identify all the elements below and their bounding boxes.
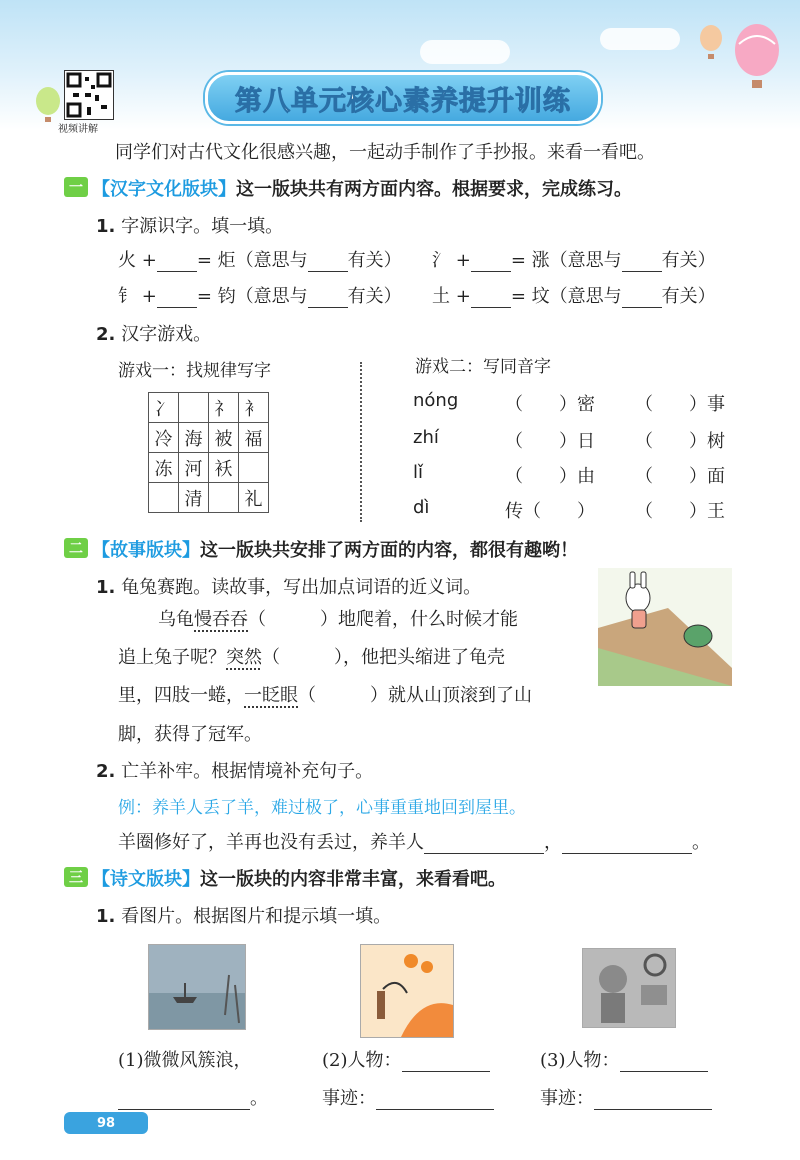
section-label: 【故事版块】 bbox=[92, 540, 200, 561]
radical-row bbox=[432, 246, 716, 272]
equation-text: = 坟（意思与 bbox=[510, 286, 622, 307]
blank-input[interactable] bbox=[471, 289, 511, 308]
blank-input[interactable] bbox=[620, 1053, 708, 1072]
grid-cell: 袄 bbox=[209, 453, 239, 483]
story-line: 脚，获得了冠军。 bbox=[118, 724, 262, 745]
section-desc: 这一版块共有两方面内容。根据要求，完成练习。 bbox=[236, 179, 632, 200]
section-heading bbox=[92, 865, 506, 891]
homophone-blank[interactable]: （ ）由 bbox=[505, 466, 595, 487]
section-heading bbox=[92, 536, 578, 562]
fill-sentence bbox=[118, 828, 710, 854]
dotted-word: 突然 bbox=[226, 647, 262, 668]
section-label: 【汉字文化版块】 bbox=[92, 179, 236, 200]
question-number: 1. bbox=[96, 216, 116, 237]
question-number: 1. bbox=[96, 906, 116, 927]
guardian-statue-picture bbox=[582, 948, 676, 1028]
story-text[interactable]: （ ）地爬着，什么时候才能 bbox=[248, 609, 518, 630]
grid-cell[interactable] bbox=[149, 483, 179, 513]
grid-cell: 清 bbox=[179, 483, 209, 513]
divider bbox=[360, 362, 362, 522]
picture-item-2-deeds bbox=[322, 1084, 494, 1110]
grid-cell: 礻 bbox=[209, 393, 239, 423]
blank-input[interactable] bbox=[424, 835, 544, 854]
equation-text: 有关） bbox=[661, 250, 716, 271]
cloud-decoration bbox=[420, 40, 510, 64]
sentence-punct: ， bbox=[544, 832, 562, 853]
qr-caption: 视频讲解 bbox=[58, 124, 98, 135]
game2-title: 游戏二：写同音字 bbox=[415, 357, 551, 377]
grid-cell: 冷 bbox=[149, 423, 179, 453]
dotted-word: 一眨眼 bbox=[244, 685, 298, 706]
qr-code[interactable] bbox=[64, 70, 114, 120]
character-grid bbox=[148, 392, 269, 513]
grid-cell[interactable] bbox=[239, 453, 269, 483]
game1-title: 游戏一：找规律写字 bbox=[118, 361, 271, 381]
label-deeds: 事迹： bbox=[540, 1088, 594, 1109]
equation-text: 有关） bbox=[661, 286, 716, 307]
radical: 氵 + bbox=[432, 250, 471, 271]
story-text: 乌龟 bbox=[158, 609, 194, 630]
question-text: 亡羊补牢。根据情境补充句子。 bbox=[121, 761, 374, 782]
equation-text: = 炬（意思与 bbox=[196, 250, 308, 271]
cloud-decoration bbox=[600, 28, 680, 50]
intro-text: 同学们对古代文化很感兴趣，一起动手制作了手抄报。来看一看吧。 bbox=[115, 142, 655, 163]
question-text: 看图片。根据图片和提示填一填。 bbox=[121, 906, 392, 927]
section-desc: 这一版块共安排了两方面的内容，都很有趣哟！ bbox=[200, 540, 578, 561]
blank-input[interactable] bbox=[471, 253, 511, 272]
question-1 bbox=[96, 212, 283, 238]
radical: 土 + bbox=[432, 286, 471, 307]
story-text[interactable]: （ ）就从山顶滚到了山 bbox=[298, 685, 532, 706]
picture-item-3-deeds bbox=[540, 1084, 712, 1110]
grid-cell: 被 bbox=[209, 423, 239, 453]
homophone-blank[interactable]: 传（ ） bbox=[505, 501, 595, 522]
sentence-punct: 。 bbox=[692, 832, 710, 853]
pinyin-label: zhí bbox=[413, 427, 439, 448]
blank-input[interactable] bbox=[376, 1091, 494, 1110]
grid-cell: 海 bbox=[179, 423, 209, 453]
page-number-badge bbox=[64, 1112, 148, 1134]
grid-cell: 河 bbox=[179, 453, 209, 483]
balloon-icon bbox=[30, 85, 66, 125]
blank-input[interactable] bbox=[308, 289, 348, 308]
sentence-punct: 。 bbox=[250, 1088, 268, 1109]
radical-row bbox=[118, 246, 402, 272]
question-text: 汉字游戏。 bbox=[121, 324, 212, 345]
picture-item-2 bbox=[322, 1046, 490, 1072]
blank-input[interactable] bbox=[594, 1091, 712, 1110]
label-person: (2)人物： bbox=[322, 1050, 402, 1071]
lake-boat-picture bbox=[148, 944, 246, 1030]
question-number: 1. bbox=[96, 577, 116, 598]
homophone-blank[interactable]: （ ）王 bbox=[635, 501, 725, 522]
hot-air-balloon-icon bbox=[695, 18, 785, 98]
grid-cell: 福 bbox=[239, 423, 269, 453]
grid-cell[interactable] bbox=[179, 393, 209, 423]
section-badge: 三 bbox=[64, 867, 88, 887]
story-line bbox=[118, 681, 532, 707]
label-person: (3)人物： bbox=[540, 1050, 620, 1071]
blank-input[interactable] bbox=[157, 289, 197, 308]
blank-input[interactable] bbox=[622, 253, 662, 272]
question-1 bbox=[96, 902, 391, 928]
blank-input[interactable] bbox=[402, 1053, 490, 1072]
radical-row bbox=[432, 282, 716, 308]
tortoise-hare-illustration bbox=[598, 568, 732, 686]
question-number: 2. bbox=[96, 761, 116, 782]
pinyin-label: dì bbox=[413, 497, 430, 518]
homophone-blank[interactable]: （ ）密 bbox=[505, 394, 595, 415]
picture-item-1: (1)微微风簇浪， bbox=[118, 1050, 252, 1071]
blank-input[interactable] bbox=[308, 253, 348, 272]
grid-cell: 衤 bbox=[239, 393, 269, 423]
question-number: 2. bbox=[96, 324, 116, 345]
houyi-archer-picture bbox=[360, 944, 454, 1038]
section-label: 【诗文版块】 bbox=[92, 869, 200, 890]
story-line bbox=[158, 605, 518, 631]
story-text: 里，四肢一蜷， bbox=[118, 685, 244, 706]
story-text[interactable]: （ ），他把头缩进了龟壳 bbox=[262, 647, 505, 668]
question-1 bbox=[96, 573, 481, 599]
section-badge: 一 bbox=[64, 177, 88, 197]
grid-cell[interactable] bbox=[209, 483, 239, 513]
dotted-word: 慢吞吞 bbox=[194, 609, 248, 630]
label-deeds: 事迹： bbox=[322, 1088, 376, 1109]
equation-text: 有关） bbox=[347, 250, 402, 271]
grid-cell: 礼 bbox=[239, 483, 269, 513]
equation-text: = 涨（意思与 bbox=[510, 250, 622, 271]
blank-input[interactable] bbox=[157, 253, 197, 272]
blank-input[interactable] bbox=[118, 1091, 250, 1110]
section-heading bbox=[92, 175, 632, 201]
grid-cell: 冫 bbox=[149, 393, 179, 423]
homophone-blank[interactable]: （ ）日 bbox=[505, 431, 595, 452]
homophone-blank[interactable]: （ ）面 bbox=[635, 466, 725, 487]
page-title: 第八单元核心素养提升训练 bbox=[235, 85, 571, 117]
picture-item-3 bbox=[540, 1046, 708, 1072]
blank-input[interactable] bbox=[562, 835, 692, 854]
homophone-blank[interactable]: （ ）事 bbox=[635, 394, 725, 415]
radical: 火 + bbox=[118, 250, 157, 271]
story-text: 追上兔子呢？ bbox=[118, 647, 226, 668]
radical-row bbox=[118, 282, 402, 308]
picture-item-1-answer bbox=[118, 1084, 268, 1110]
question-text: 龟兔赛跑。读故事，写出加点词语的近义词。 bbox=[121, 577, 482, 598]
title-banner bbox=[205, 72, 601, 124]
homophone-blank[interactable]: （ ）树 bbox=[635, 431, 725, 452]
question-2 bbox=[96, 757, 373, 783]
pinyin-label: lǐ bbox=[413, 462, 424, 483]
example-sentence: 例：养羊人丢了羊，难过极了，心事重重地回到屋里。 bbox=[118, 798, 526, 818]
section-desc: 这一版块的内容非常丰富，来看看吧。 bbox=[200, 869, 506, 890]
grid-cell: 冻 bbox=[149, 453, 179, 483]
pinyin-label: nóng bbox=[413, 390, 459, 411]
story-line bbox=[118, 643, 505, 669]
section-badge: 二 bbox=[64, 538, 88, 558]
question-2 bbox=[96, 320, 211, 346]
question-text: 字源识字。填一填。 bbox=[121, 216, 284, 237]
equation-text: 有关） bbox=[347, 286, 402, 307]
page-number: 98 bbox=[96, 1115, 116, 1131]
equation-text: = 钧（意思与 bbox=[196, 286, 308, 307]
blank-input[interactable] bbox=[622, 289, 662, 308]
radical: 钅 + bbox=[118, 286, 157, 307]
sentence-text: 羊圈修好了，羊再也没有丢过，养羊人 bbox=[118, 832, 424, 853]
